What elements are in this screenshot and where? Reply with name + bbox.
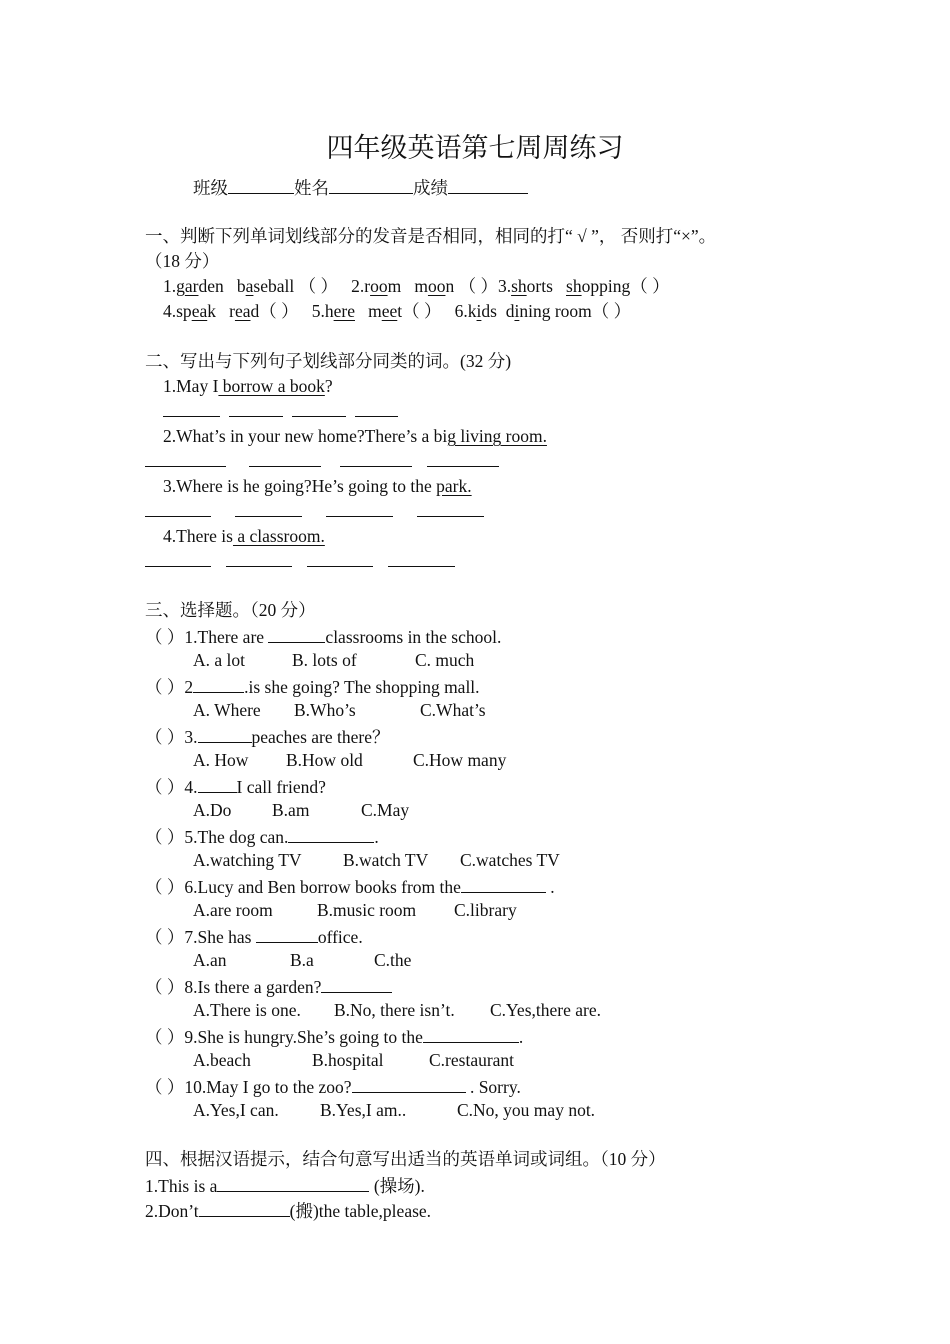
- section-2-q4: 4.There is a classroom.: [163, 526, 325, 546]
- answer-paren[interactable]: （ ）: [145, 827, 185, 847]
- score-blank[interactable]: [448, 174, 528, 194]
- answer-blank[interactable]: [145, 466, 226, 467]
- underlined-sound: a: [245, 276, 254, 296]
- answer-paren[interactable]: （ ）: [145, 677, 185, 697]
- option-c[interactable]: C.What’s: [420, 700, 486, 720]
- mc-question-9: （ ）9.She is hungry.She’s going to the .: [145, 1023, 523, 1050]
- mc-question-5: （ ）5.The dog can. .: [145, 823, 379, 850]
- mc-options-1: [193, 648, 474, 673]
- answer-paren[interactable]: （ ）: [145, 627, 185, 647]
- section-1-score: （18 分）: [145, 251, 220, 271]
- section-1-heading: 一、判断下列单词划线部分的发音是否相同，相同的打“ √ ”， 否则打“×”。: [145, 226, 717, 246]
- class-label: 班级: [193, 178, 228, 198]
- option-a[interactable]: A. How: [193, 750, 249, 770]
- question-blank: [461, 873, 546, 893]
- underlined-sound: ar: [184, 276, 199, 296]
- option-b[interactable]: B. lots of: [292, 650, 357, 670]
- underlined-sound: i: [476, 301, 482, 321]
- option-b[interactable]: B.How old: [286, 750, 363, 770]
- answer-blank[interactable]: [226, 566, 292, 567]
- option-c[interactable]: C.library: [454, 900, 517, 920]
- question-blank: [198, 773, 237, 793]
- answer-blank[interactable]: [199, 1197, 290, 1217]
- option-a[interactable]: A.an: [193, 950, 227, 970]
- mc-options-5: [193, 848, 560, 873]
- option-b[interactable]: B.a: [290, 950, 314, 970]
- section-2-q1: 1.May I borrow a book?: [163, 376, 333, 396]
- question-number: 6.: [454, 301, 468, 321]
- answer-blank[interactable]: [292, 416, 346, 417]
- answer-paren[interactable]: （ ）: [145, 1077, 185, 1097]
- underlined-sound: ea: [234, 301, 251, 321]
- option-a[interactable]: A.are room: [193, 900, 273, 920]
- mc-question-10: （ ）10.May I go to the zoo? . Sorry.: [145, 1073, 521, 1100]
- option-c[interactable]: C. much: [415, 650, 475, 670]
- option-c[interactable]: C.No, you may not.: [457, 1100, 596, 1120]
- mc-options-2: [193, 698, 486, 723]
- answer-paren[interactable]: （ ）: [145, 1027, 185, 1047]
- mc-options-6: [193, 898, 517, 923]
- answer-paren[interactable]: （ ）: [402, 301, 442, 321]
- mc-options-8: [193, 998, 601, 1023]
- page-title: 四年级英语第七周周练习: [326, 133, 624, 163]
- question-blank: [193, 673, 244, 693]
- question-blank: [288, 823, 374, 843]
- section-2-q2: 2.What’s in your new home?There’s a big living room.: [163, 426, 547, 446]
- student-info-row: [193, 174, 528, 201]
- underlined-phrase: g living room.: [447, 426, 547, 446]
- name-label: 姓名: [294, 178, 329, 198]
- answer-blank[interactable]: [355, 416, 398, 417]
- question-number: 2.: [351, 276, 365, 296]
- answer-paren[interactable]: （ ）: [458, 276, 498, 296]
- answer-paren[interactable]: （ ）: [145, 877, 185, 897]
- underlined-phrase: park.: [436, 476, 472, 496]
- answer-paren[interactable]: （ ）: [145, 977, 185, 997]
- score-label: 成绩: [413, 178, 448, 198]
- mc-question-7: （ ）7.She has office.: [145, 923, 363, 950]
- option-a[interactable]: A.There is one.: [193, 1000, 301, 1020]
- fill-question-1: 1.This is a (操场).: [145, 1172, 425, 1199]
- answer-blank[interactable]: [307, 566, 373, 567]
- question-blank: [198, 723, 252, 743]
- question-number: 5.: [311, 301, 325, 321]
- section-4-heading: 四、根据汉语提示，结合句意写出适当的英语单词或词组。（10 分）: [145, 1149, 666, 1169]
- option-b[interactable]: B.Yes,I am..: [320, 1100, 407, 1120]
- answer-paren[interactable]: （ ）: [145, 927, 185, 947]
- question-blank: [321, 973, 392, 993]
- mc-question-3: （ ）3. peaches are there？: [145, 723, 389, 750]
- mc-question-2: （ ）2 .is she going? The shopping mall.: [145, 673, 480, 700]
- section-1-row-2: 4.speak read（ ） 5.here meet（ ） 6.kids dining room（ ）: [163, 301, 632, 321]
- fill-question-2: 2.Don’t (搬)the table,please.: [145, 1197, 431, 1224]
- underlined-sound: ere: [333, 301, 355, 321]
- underlined-sound: oo: [370, 276, 388, 296]
- mc-options-9: [193, 1048, 514, 1073]
- answer-paren[interactable]: （ ）: [259, 301, 299, 321]
- class-blank[interactable]: [228, 174, 294, 194]
- option-c[interactable]: C.restaurant: [429, 1050, 515, 1070]
- question-blank: [268, 623, 325, 643]
- section-3-heading: 三、选择题。（20 分）: [145, 600, 316, 620]
- answer-blank[interactable]: [417, 516, 484, 517]
- mc-question-4: （ ）4. I call friend?: [145, 773, 326, 800]
- answer-paren[interactable]: （ ）: [630, 276, 670, 296]
- option-b[interactable]: B.watch TV: [343, 850, 429, 870]
- answer-blank[interactable]: [326, 516, 393, 517]
- underlined-sound: i: [514, 301, 520, 321]
- option-b[interactable]: B.am: [272, 800, 310, 820]
- underlined-phrase: borrow a book: [218, 376, 325, 396]
- answer-blank[interactable]: [229, 416, 283, 417]
- option-a[interactable]: A. Where: [193, 700, 261, 720]
- question-number: 1.: [163, 276, 177, 296]
- option-a[interactable]: A.Do: [193, 800, 232, 820]
- question-blank: [423, 1023, 519, 1043]
- mc-question-1: （ ）1.There are classrooms in the school.: [145, 623, 501, 650]
- question-blank: [256, 923, 318, 943]
- underlined-sound: ea: [191, 301, 208, 321]
- answer-blank[interactable]: [340, 466, 412, 467]
- option-a[interactable]: A.beach: [193, 1050, 251, 1070]
- mc-options-10: [193, 1098, 595, 1123]
- answer-blank[interactable]: [388, 566, 455, 567]
- underlined-sound: sh: [566, 276, 582, 296]
- underlined-sound: sh: [511, 276, 527, 296]
- option-b[interactable]: B.Who’s: [294, 700, 356, 720]
- option-c[interactable]: C.the: [374, 950, 412, 970]
- option-a[interactable]: A. a lot: [193, 650, 246, 670]
- underlined-sound: ee: [381, 301, 398, 321]
- mc-options-7: [193, 948, 411, 973]
- option-c[interactable]: C.Yes,there are.: [490, 1000, 601, 1020]
- answer-paren[interactable]: （ ）: [298, 276, 338, 296]
- section-2-q3: 3.Where is he going?He’s going to the park.: [163, 476, 472, 496]
- answer-blank[interactable]: [145, 516, 211, 517]
- section-2-heading: 二、写出与下列句子划线部分同类的词。(32 分): [145, 351, 512, 371]
- mc-options-4: [193, 798, 409, 823]
- option-b[interactable]: B.music room: [317, 900, 417, 920]
- underlined-phrase: a classroom.: [232, 526, 325, 546]
- answer-blank[interactable]: [427, 466, 499, 467]
- mc-options-3: [193, 748, 506, 773]
- option-c[interactable]: C.How many: [413, 750, 507, 770]
- name-blank[interactable]: [329, 174, 413, 194]
- answer-paren[interactable]: （ ）: [145, 727, 185, 747]
- answer-blank[interactable]: [145, 566, 211, 567]
- underlined-sound: oo: [427, 276, 446, 296]
- answer-blank[interactable]: [235, 516, 302, 517]
- answer-blank[interactable]: [249, 466, 321, 467]
- answer-blank[interactable]: [217, 1172, 369, 1192]
- option-b[interactable]: B.No, there isn’t.: [334, 1000, 455, 1020]
- question-blank: [352, 1073, 466, 1093]
- answer-paren[interactable]: （ ）: [591, 301, 632, 321]
- section-1-row-1: 1.garden baseball （ ） 2.room moon （ ）3.shorts shopping（ ）: [163, 276, 670, 296]
- answer-blank[interactable]: [163, 416, 220, 417]
- option-a[interactable]: A.Yes,I can.: [193, 1100, 279, 1120]
- question-number: 3.: [497, 276, 512, 296]
- option-a[interactable]: A.watching TV: [193, 850, 302, 870]
- option-c[interactable]: C.watches TV: [460, 850, 560, 870]
- mc-question-6: （ ）6.Lucy and Ben borrow books from the .: [145, 873, 555, 900]
- option-b[interactable]: B.hospital: [312, 1050, 384, 1070]
- answer-paren[interactable]: （ ）: [145, 777, 185, 797]
- mc-question-8: （ ）8.Is there a garden?: [145, 973, 392, 1000]
- option-c[interactable]: C.May: [361, 800, 410, 820]
- question-number: 4.: [163, 301, 177, 321]
